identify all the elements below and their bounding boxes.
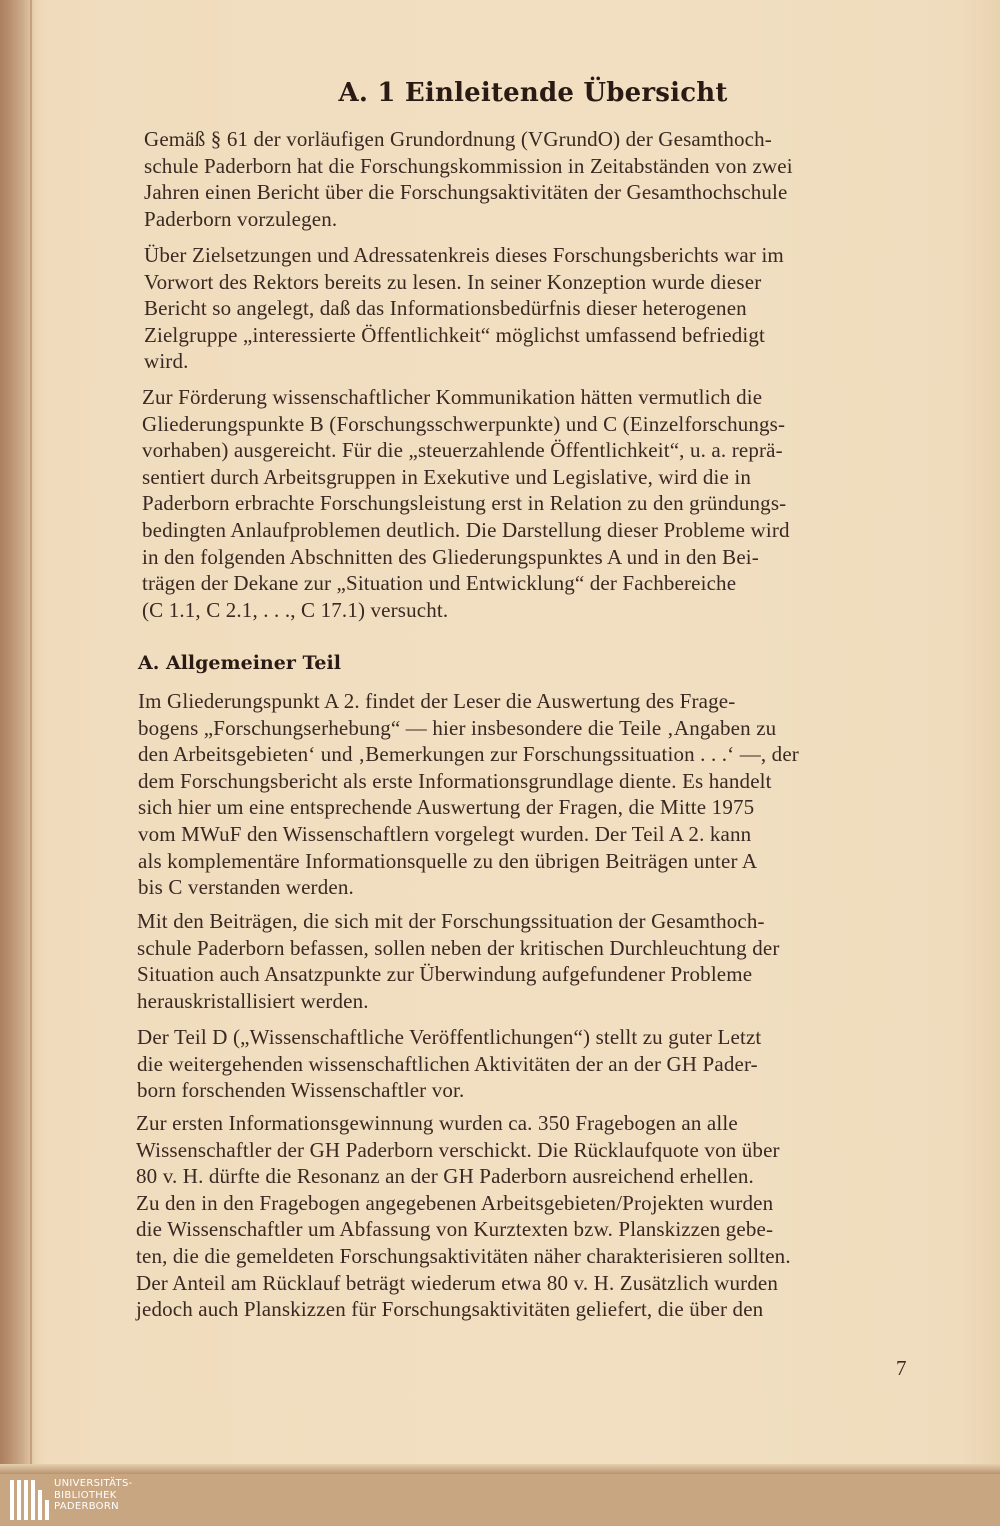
binding-line	[30, 0, 32, 1474]
page-title: A. 1 Einleitende Übersicht	[338, 78, 728, 108]
logo-line-3: PADERBORN	[54, 1501, 119, 1512]
section-heading: A. Allgemeiner Teil	[138, 652, 341, 674]
library-logo-text	[54, 1478, 133, 1513]
paragraph-7: Zur ersten Informationsgewinnung wurden ca. 350 Fragebogen an alle Wissenschaftler der GH Paderborn verschickt. Die Rücklaufquote von über 80 v. H. dürfte die Resonanz an der GH Paderborn ausreichend erhellen. Zu den in den Fragebogen angegebenen Arbeitsgebieten/Projekten wurden die Wissenschaftler um Abfassung von Kurztexten bzw. Planskizzen gebe- ten, die die gemeldeten Forschungsaktivitäten näher charakterisieren sollten. Der Anteil am Rücklauf beträgt wiederum etwa 80 v. H. Zusätzlich wurden jedoch auch Planskizzen für Forschungsaktivitäten geliefert, die über den	[136, 1111, 791, 1322]
footer-bar	[0, 1474, 1000, 1526]
page-bottom-edge	[0, 1464, 1000, 1474]
logo-line-2: BIBLIOTHEK	[54, 1489, 117, 1501]
library-logo-icon	[8, 1476, 52, 1522]
paragraph-3: Zur Förderung wissenschaftlicher Kommunikation hätten vermutlich die Gliederungspunkte B (Forschungsschwerpunkte) und C (Einzelforschungs- vorhaben) ausgereicht. Für die „steuerzahlende Öffentlichkeit“, u. a. reprä- sentiert durch Arbeitsgruppen in Exekutive und Legislative, wird die in Paderborn erbrachte Forschungsleistung erst in Relation zu den gründungs- bedingten Anlaufproblemen deutlich. Die Darstellung dieser Probleme wird in den folgenden Abschnitten des Gliederungspunktes A und in den Bei- trägen der Dekane zur „Situation und Entwicklung“ der Fachbereiche (C 1.1, C 2.1, . . ., C 17.1) versucht.	[142, 385, 790, 622]
library-logo	[8, 1476, 148, 1522]
paragraph-1: Gemäß § 61 der vorläufigen Grundordnung (VGrundO) der Gesamthoch- schule Paderborn hat die Forschungskommission in Zeitabständen von zwei Jahren einen Bericht über die Forschungsaktivitäten der Gesamthochschule Paderborn vorzulegen.	[144, 127, 793, 231]
page-number: 7	[896, 1356, 907, 1380]
paragraph-2: Über Zielsetzungen und Adressatenkreis dieses Forschungsberichts war im Vorwort des Rektors bereits zu lesen. In seiner Konzeption wurde dieser Bericht so angelegt, daß das Informationsbedürfnis dieser heterogenen Zielgruppe „interessierte Öffentlichkeit“ möglichst umfassend befriedigt wird.	[144, 243, 784, 374]
paragraph-5: Mit den Beiträgen, die sich mit der Forschungssituation der Gesamthoch- schule Paderborn befassen, sollen neben der kritischen Durchleuchtung der Situation auch Ansatzpunkte zur Überwindung aufgefundener Probleme herauskristallisiert werden.	[137, 909, 780, 1013]
logo-line-1: UNIVERSITÄTS-	[54, 1478, 133, 1489]
paragraph-6: Der Teil D („Wissenschaftliche Veröffentlichungen“) stellt zu guter Letzt die weitergehenden wissenschaftlichen Aktivitäten der an der GH Pader- born forschenden Wissenschaftler vor.	[137, 1025, 762, 1103]
paragraph-4: Im Gliederungspunkt A 2. findet der Leser die Auswertung des Frage- bogens „Forschungserhebung“ — hier insbesondere die Teile ‚Angaben zu den Arbeitsgebieten‘ und ‚Bemerkungen zur Forschungssituation . . .‘ —, der dem Forschungsbericht als erste Informationsgrundlage diente. Es handelt sich hier um eine entsprechende Auswertung der Fragen, die Mitte 1975 vom MWuF den Wissenschaftlern vorgelegt wurden. Der Teil A 2. kann als komplementäre Informationsquelle zu den übrigen Beiträgen unter A bis C verstanden werden.	[138, 689, 799, 900]
